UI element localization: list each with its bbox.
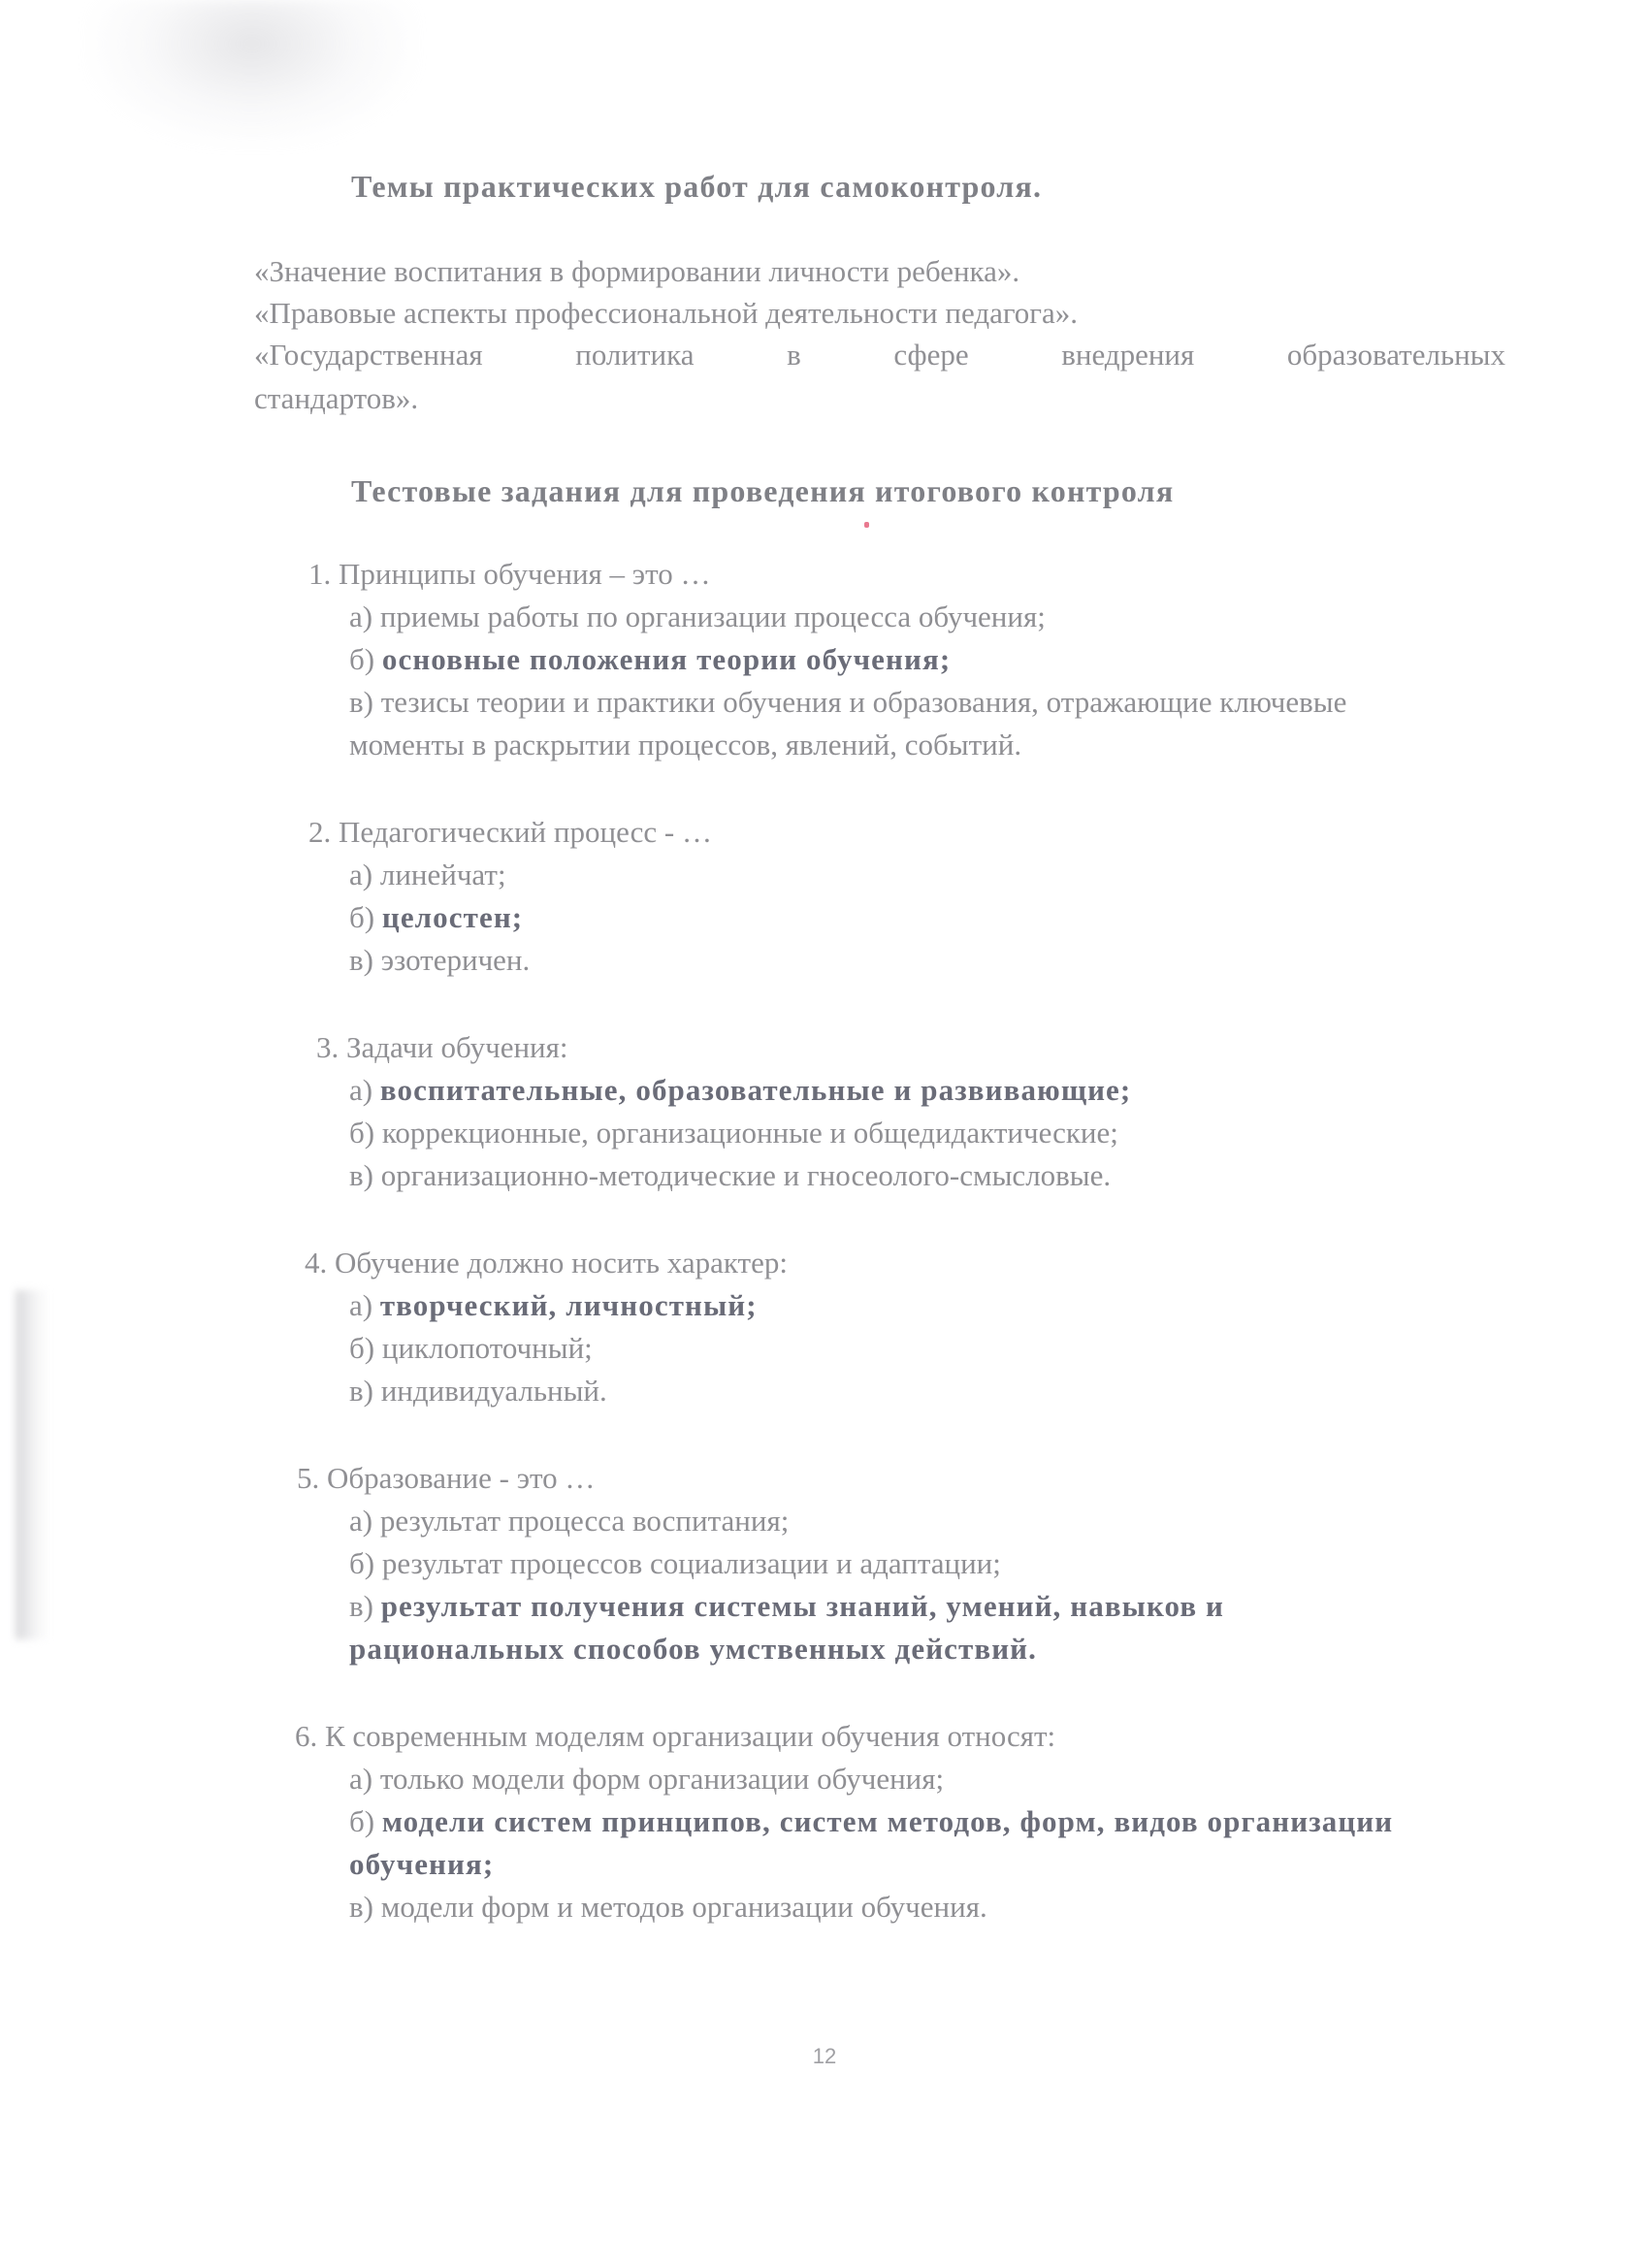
test-question	[297, 1457, 1558, 1670]
test-question	[308, 553, 1569, 766]
answer-option: а) результат процесса воспитания;	[349, 1504, 790, 1538]
answer-option-correct: б) основные положения теории обучения;	[349, 642, 952, 676]
answer-option-correct: а) творческий, личностный;	[349, 1288, 758, 1322]
question-title: 5. Образование - это …	[297, 1461, 596, 1495]
answer-option-correct: а) воспитательные, образовательные и развивающие;	[349, 1073, 1132, 1107]
answer-option: в) индивидуальный.	[349, 1374, 607, 1408]
test-question	[316, 1026, 1577, 1197]
topic-item: «Государственная политика в сфере внедрения образовательных	[254, 338, 1505, 372]
answer-option: б) коррекционные, организационные и общедидактические;	[349, 1116, 1118, 1150]
page-number: 12	[812, 2044, 837, 2068]
answer-option-correct: б) модели систем принципов, систем методов, форм, видов организации обучения;	[349, 1804, 1394, 1881]
answer-option: в) тезисы теории и практики обучения и образования, отражающие ключевые моменты в раскрытии процессов, явлений, событий.	[349, 685, 1347, 761]
section-heading-tests: Тестовые задания для проведения итогового контроля	[351, 473, 1175, 508]
ink-mark	[864, 522, 869, 528]
answer-option: в) модели форм и методов организации обучения.	[349, 1890, 987, 1924]
answer-option: а) только модели форм организации обучения;	[349, 1762, 945, 1796]
question-title: 4. Обучение должно носить характер:	[305, 1246, 788, 1280]
answer-option-correct: б) целостен;	[349, 900, 524, 934]
answer-option-correct: в) результат получения системы знаний, умений, навыков и рациональных способов умственных действий.	[349, 1589, 1224, 1666]
test-question	[305, 1242, 1566, 1412]
answer-option: в) организационно-методические и гносеолого-смысловые.	[349, 1158, 1112, 1192]
answer-option: б) результат процессов социализации и адаптации;	[349, 1546, 1001, 1580]
section-heading-topics: Темы практических работ для самоконтроля.	[351, 169, 1043, 204]
question-title: 3. Задачи обучения:	[316, 1030, 568, 1064]
question-title: 1. Принципы обучения – это …	[308, 557, 711, 591]
answer-option: а) линейчат;	[349, 858, 506, 891]
answer-option: а) приемы работы по организации процесса обучения;	[349, 599, 1046, 633]
question-title: 6. К современным моделям организации обучения относят:	[295, 1719, 1056, 1753]
question-title: 2. Педагогический процесс - …	[308, 815, 712, 849]
topic-item: «Значение воспитания в формировании личности ребенка».	[254, 254, 1020, 288]
topic-item: «Правовые аспекты профессиональной деятельности педагога».	[254, 296, 1079, 330]
topic-item-continuation: стандартов».	[254, 381, 419, 415]
answer-option: б) циклопоточный;	[349, 1331, 593, 1365]
test-question	[308, 811, 1569, 982]
answer-option: в) эзотеричен.	[349, 943, 531, 977]
test-question	[295, 1715, 1556, 1928]
